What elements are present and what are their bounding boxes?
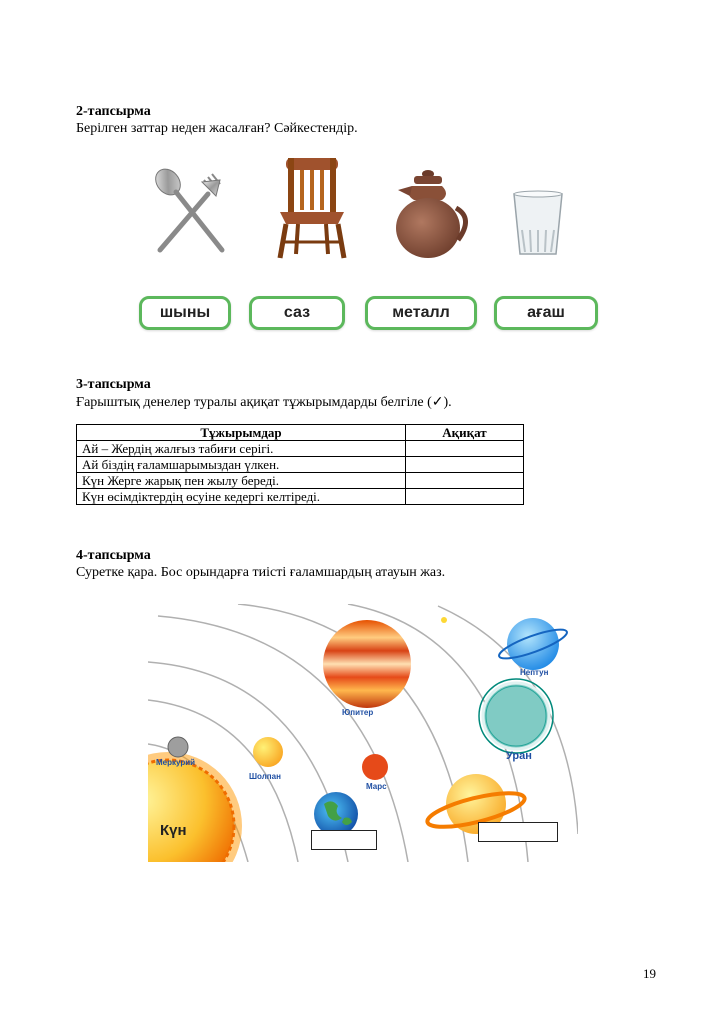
word-box-metal[interactable]: металл (365, 296, 477, 330)
uranus-label: Уран (506, 750, 532, 762)
word-box-wood[interactable]: ағаш (494, 296, 598, 330)
sun-icon (148, 752, 242, 862)
statement-text: Күн Жерге жарық пен жылу береді. (77, 473, 406, 489)
truth-checkbox-cell[interactable] (406, 489, 524, 505)
chair-icon (272, 154, 352, 262)
mars-icon (362, 754, 388, 780)
task4-instruction: Суретке қара. Бос орындарға тиісті ғаламшардың атауын жаз. (76, 565, 446, 580)
page-number: 19 (643, 966, 656, 981)
task2-title: 2-тапсырма (76, 104, 151, 119)
asteroid-icon (441, 617, 447, 623)
task4-title: 4-тапсырма (76, 548, 151, 563)
header-truth: Ақиқат (406, 425, 524, 441)
truth-checkbox-cell[interactable] (406, 473, 524, 489)
glass-icon (508, 190, 568, 258)
truth-checkbox-cell[interactable] (406, 441, 524, 457)
mercury-label: Меркурий (156, 758, 196, 767)
venus-icon (253, 737, 283, 767)
earth-answer-box[interactable] (311, 830, 377, 850)
venus-label: Шолпан (249, 772, 281, 781)
word-box-clay[interactable]: саз (249, 296, 345, 330)
mars-label: Марс (366, 782, 387, 791)
uranus-icon (479, 679, 553, 753)
jupiter-icon (323, 620, 411, 708)
task3-instruction: Ғарыштық денелер туралы ақиқат тұжырымдарды белгіле (✓). (76, 395, 452, 410)
task2-pictures (122, 150, 606, 265)
statement-text: Күн өсімдіктердің өсуіне кедергі келтіреді. (77, 489, 406, 505)
mercury-icon (168, 737, 188, 757)
header-statements: Тұжырымдар (77, 425, 406, 441)
table-row (77, 441, 524, 457)
table-row (77, 457, 524, 473)
solar-system-picture (148, 604, 578, 862)
neptune-icon (496, 618, 569, 670)
statements-table (76, 424, 524, 505)
table-header-row (77, 425, 524, 441)
saturn-answer-box[interactable] (478, 822, 558, 842)
table-row (77, 489, 524, 505)
task2-instruction: Берілген заттар неден жасалған? Сәйкестендір. (76, 121, 358, 136)
spoon-fork-icon (150, 166, 230, 256)
task3-title: 3-тапсырма (76, 377, 151, 392)
truth-checkbox-cell[interactable] (406, 457, 524, 473)
table-row (77, 473, 524, 489)
word-box-glass[interactable]: шыны (139, 296, 231, 330)
jug-icon (384, 168, 472, 260)
sun-label: Күн (160, 822, 187, 839)
statement-text: Ай – Жердің жалғыз табиғи серігі. (77, 441, 406, 457)
neptune-label: Нептун (520, 668, 549, 677)
statement-text: Ай біздің ғаламшарымыздан үлкен. (77, 457, 406, 473)
jupiter-label: Юпитер (342, 708, 374, 717)
